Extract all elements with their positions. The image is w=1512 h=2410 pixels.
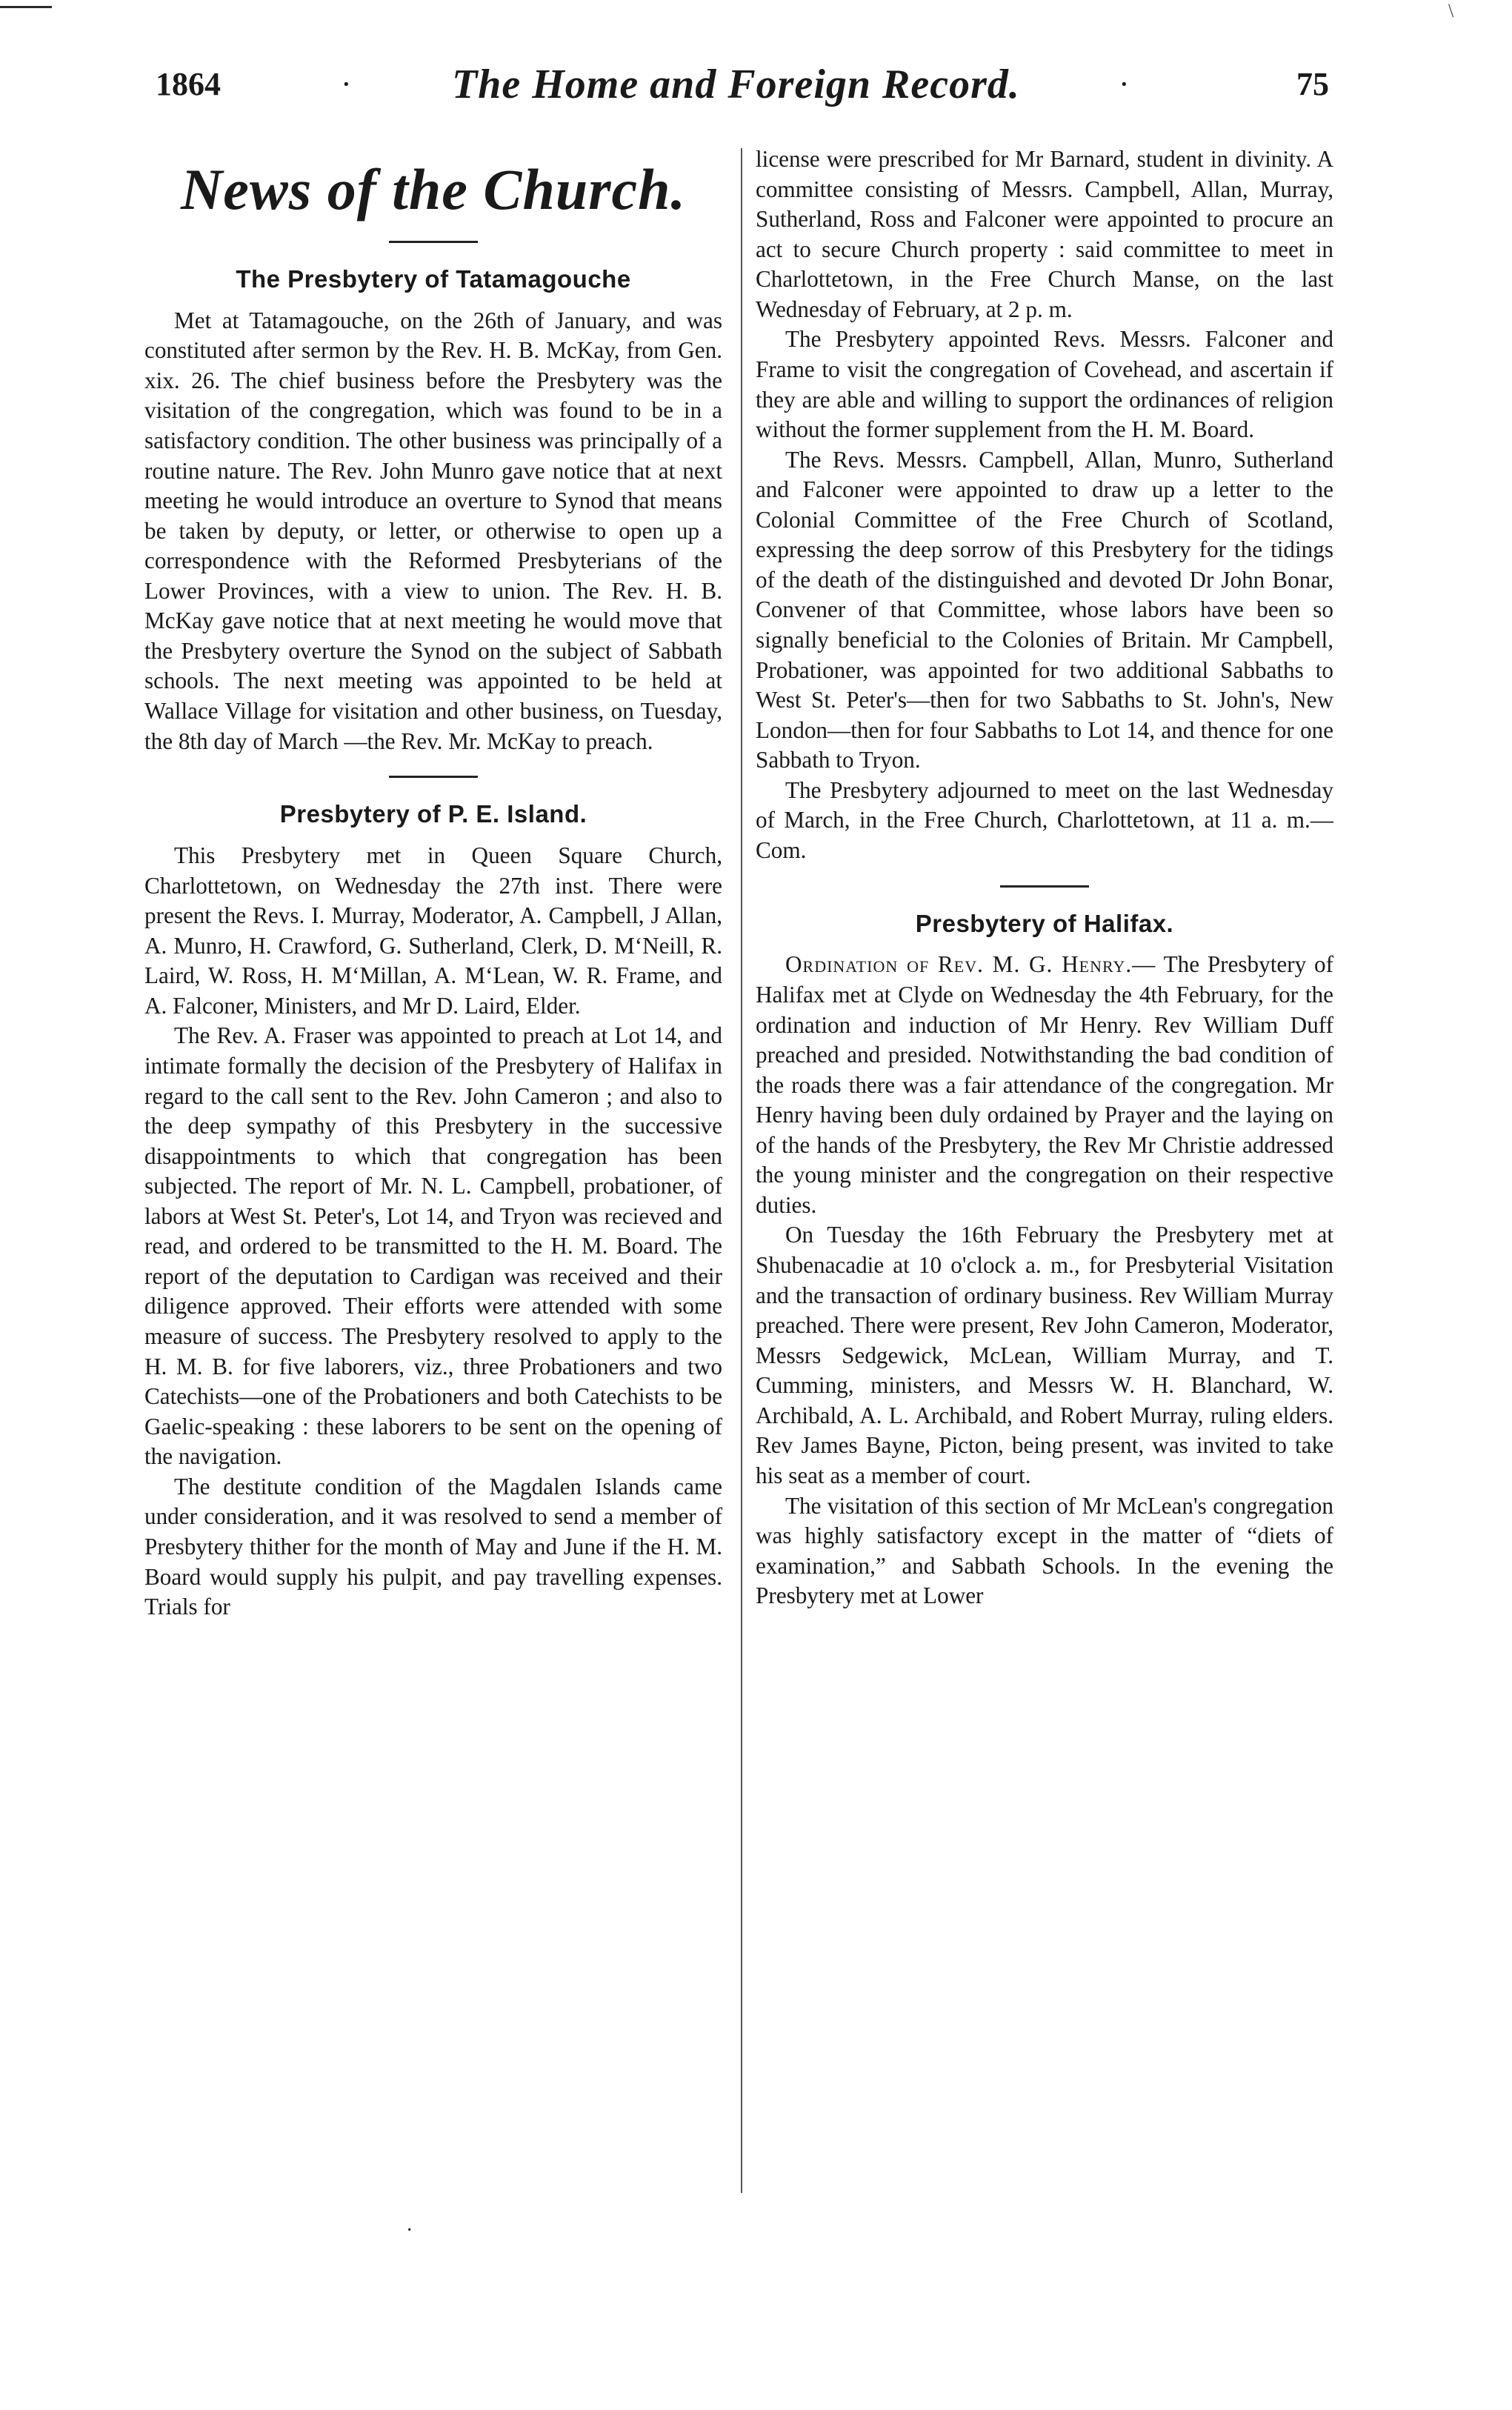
paragraph: The Presbytery adjourned to meet on the last Wednesday of March, in the Free Church, Charlottetown, at 11 a. m.—Com. [756, 776, 1333, 863]
left-column [144, 144, 722, 1622]
heading-tatamagouche: The Presbytery of Tatamagouche [236, 264, 631, 293]
ordination-lead: Ordination of Rev. M. G. Henry.— [785, 951, 1156, 978]
top-rule [0, 6, 52, 8]
paragraph: On Tuesday the 16th February the Presbytery met at Shubenacadie at 10 o'clock a. m., for Presbyterial Visitation and the transaction of ordinary business. Rev William Murray preached. There were present, Rev John Cameron, Moderator, Messrs Sedgewick, McLean, William Murray, and T. Cumming, ministers, and Messrs W. H. Blanchard, W. Archibald, A. L. Archibald, and Robert Murray, ruling elders. Rev James Bayne, Picton, being present, was invited to take his seat as a member of court. [756, 1222, 1333, 1488]
section-rule [389, 776, 478, 778]
paragraph: The visitation of this section of Mr McLean's congregation was highly satisfactory except in the matter of “diets of examination,” and Sabbath Schools. In the evening the Presbytery met at Lower [756, 1492, 1333, 1609]
paragraph: The Rev. A. Fraser was appointed to preach at Lot 14, and intimate formally the decision of the Presbytery of Halifax in regard to the call sent to the Rev. John Cameron ; and also to the deep sympathy of this Presbytery in the successive disappointments to which that congregation has been subjected. The report of Mr. N. L. Campbell, probationer, of labors at West St. Peter's, Lot 14, and Tryon was recieved and read, and ordered to be transmitted to the H. M. Board. The report of the deputation to Cardigan was received and their diligence approved. Their efforts were attended with some measure of success. The Presbytery resolved to apply to the H. M. B. for five laborers, viz., three Probationers and two Catechists—one of the Probationers and both Catechists to be Gaelic-speaking : these laborers to be sent on the opening of the navigation. [144, 1022, 722, 1470]
column-divider [741, 148, 742, 2193]
paragraph: The destitute condition of the Magdalen Islands came under consideration, and it was resolved to send a member of Presbytery thither for the month of May and June if the H. M. Board would supply his pulpit, and pay travelling expenses. Trials for [144, 1473, 722, 1620]
heading-halifax: Presbytery of Halifax. [915, 909, 1174, 937]
header-year: 1864 [156, 66, 221, 102]
section-rule [389, 241, 478, 243]
paragraph: The Presbytery appointed Revs. Messrs. Falconer and Frame to visit the congregation of Covehead, and ascertain if they are able and willing to support the ordinances of religion without the former supplement from the H. M. Board. [756, 326, 1333, 443]
paragraph-continued: license were prescribed for Mr Barnard, student in divinity. A committee consisting of Messrs. Campbell, Allan, Murray, Sutherland, Ross and Falconer were appointed to procure an act to secure Church property : said committee to meet in Charlottetown, in the Free Church Manse, on the last Wednesday of February, at 2 p. m. [756, 146, 1333, 322]
corner-mark: \ [1448, 0, 1454, 21]
paragraph [756, 950, 1333, 1220]
header-separator: · [341, 66, 352, 102]
paragraph: Met at Tatamagouche, on the 26th of January, and was constituted after sermon by the Rev. H. B. McKay, from Gen. xix. 26. The chief business before the Presbytery was the visitation of the congregation, which was found to be in a satisfactory condition. The other business was principally of a routine nature. The Rev. John Munro gave notice that at next meeting he would introduce an overture to Synod that means be taken by deputy, or letter, or otherwise to open up a correspondence with the Reformed Presbyterians of the Lower Provinces, with a view to union. The Rev. H. B. McKay gave notice that at next meeting he would move that the Presbytery overture the Synod on the subject of Sabbath schools. The next meeting was appointed to be held at Wallace Village for visitation and other business, on Tuesday, the 8th day of March —the Rev. Mr. McKay to preach. [144, 307, 722, 754]
header-title: The Home and Foreign Record. [452, 61, 1020, 107]
paragraph: This Presbytery met in Queen Square Church, Charlottetown, on Wednesday the 27th inst. There were present the Revs. I. Murray, Moderator, A. Campbell, J Allan, A. Munro, H. Crawford, G. Sutherland, Clerk, D. M‘Neill, R. Laird, W. Ross, H. M‘Millan, A. M‘Lean, W. R. Frame, and A. Falconer, Ministers, and Mr D. Laird, Elder. [144, 842, 722, 1019]
right-column [756, 144, 1333, 1611]
section-masthead: News of the Church. [180, 157, 687, 222]
header-separator: · [1119, 66, 1130, 102]
paragraph: The Revs. Messrs. Campbell, Allan, Munro, Sutherland and Falconer were appointed to draw up a letter to the Colonial Committee of the Free Church of Scotland, expressing the deep sorrow of this Presbytery for the tidings of the death of the distinguished and devoted Dr John Bonar, Convener of that Committee, whose labors have been so signally beneficial to the Colonies of Britain. Mr Campbell, Probationer, was appointed for two additional Sabbaths to West St. Peter's—then for two Sabbaths to St. John's, New London—then for four Sabbaths to Lot 14, and thence for one Sabbath to Tryon. [756, 446, 1333, 773]
paragraph-text: The Presbytery of Halifax met at Clyde on Wednesday the 4th February, for the ordination and induction of Mr Henry. Rev William Duff preached and presided. Notwithstanding the bad condition of the roads there was a fair attendance of the congregation. Mr Henry having been duly ordained by Prayer and the laying on of the hands of the Presbytery, the Rev Mr Christie addressed the young minister and the congregation on their respective duties. [756, 951, 1333, 1218]
section-rule [1000, 885, 1089, 888]
heading-pei: Presbytery of P. E. Island. [279, 800, 587, 828]
running-header [156, 61, 1356, 124]
header-page-number: 75 [1296, 66, 1329, 102]
bottom-mark: · [406, 2219, 413, 2242]
